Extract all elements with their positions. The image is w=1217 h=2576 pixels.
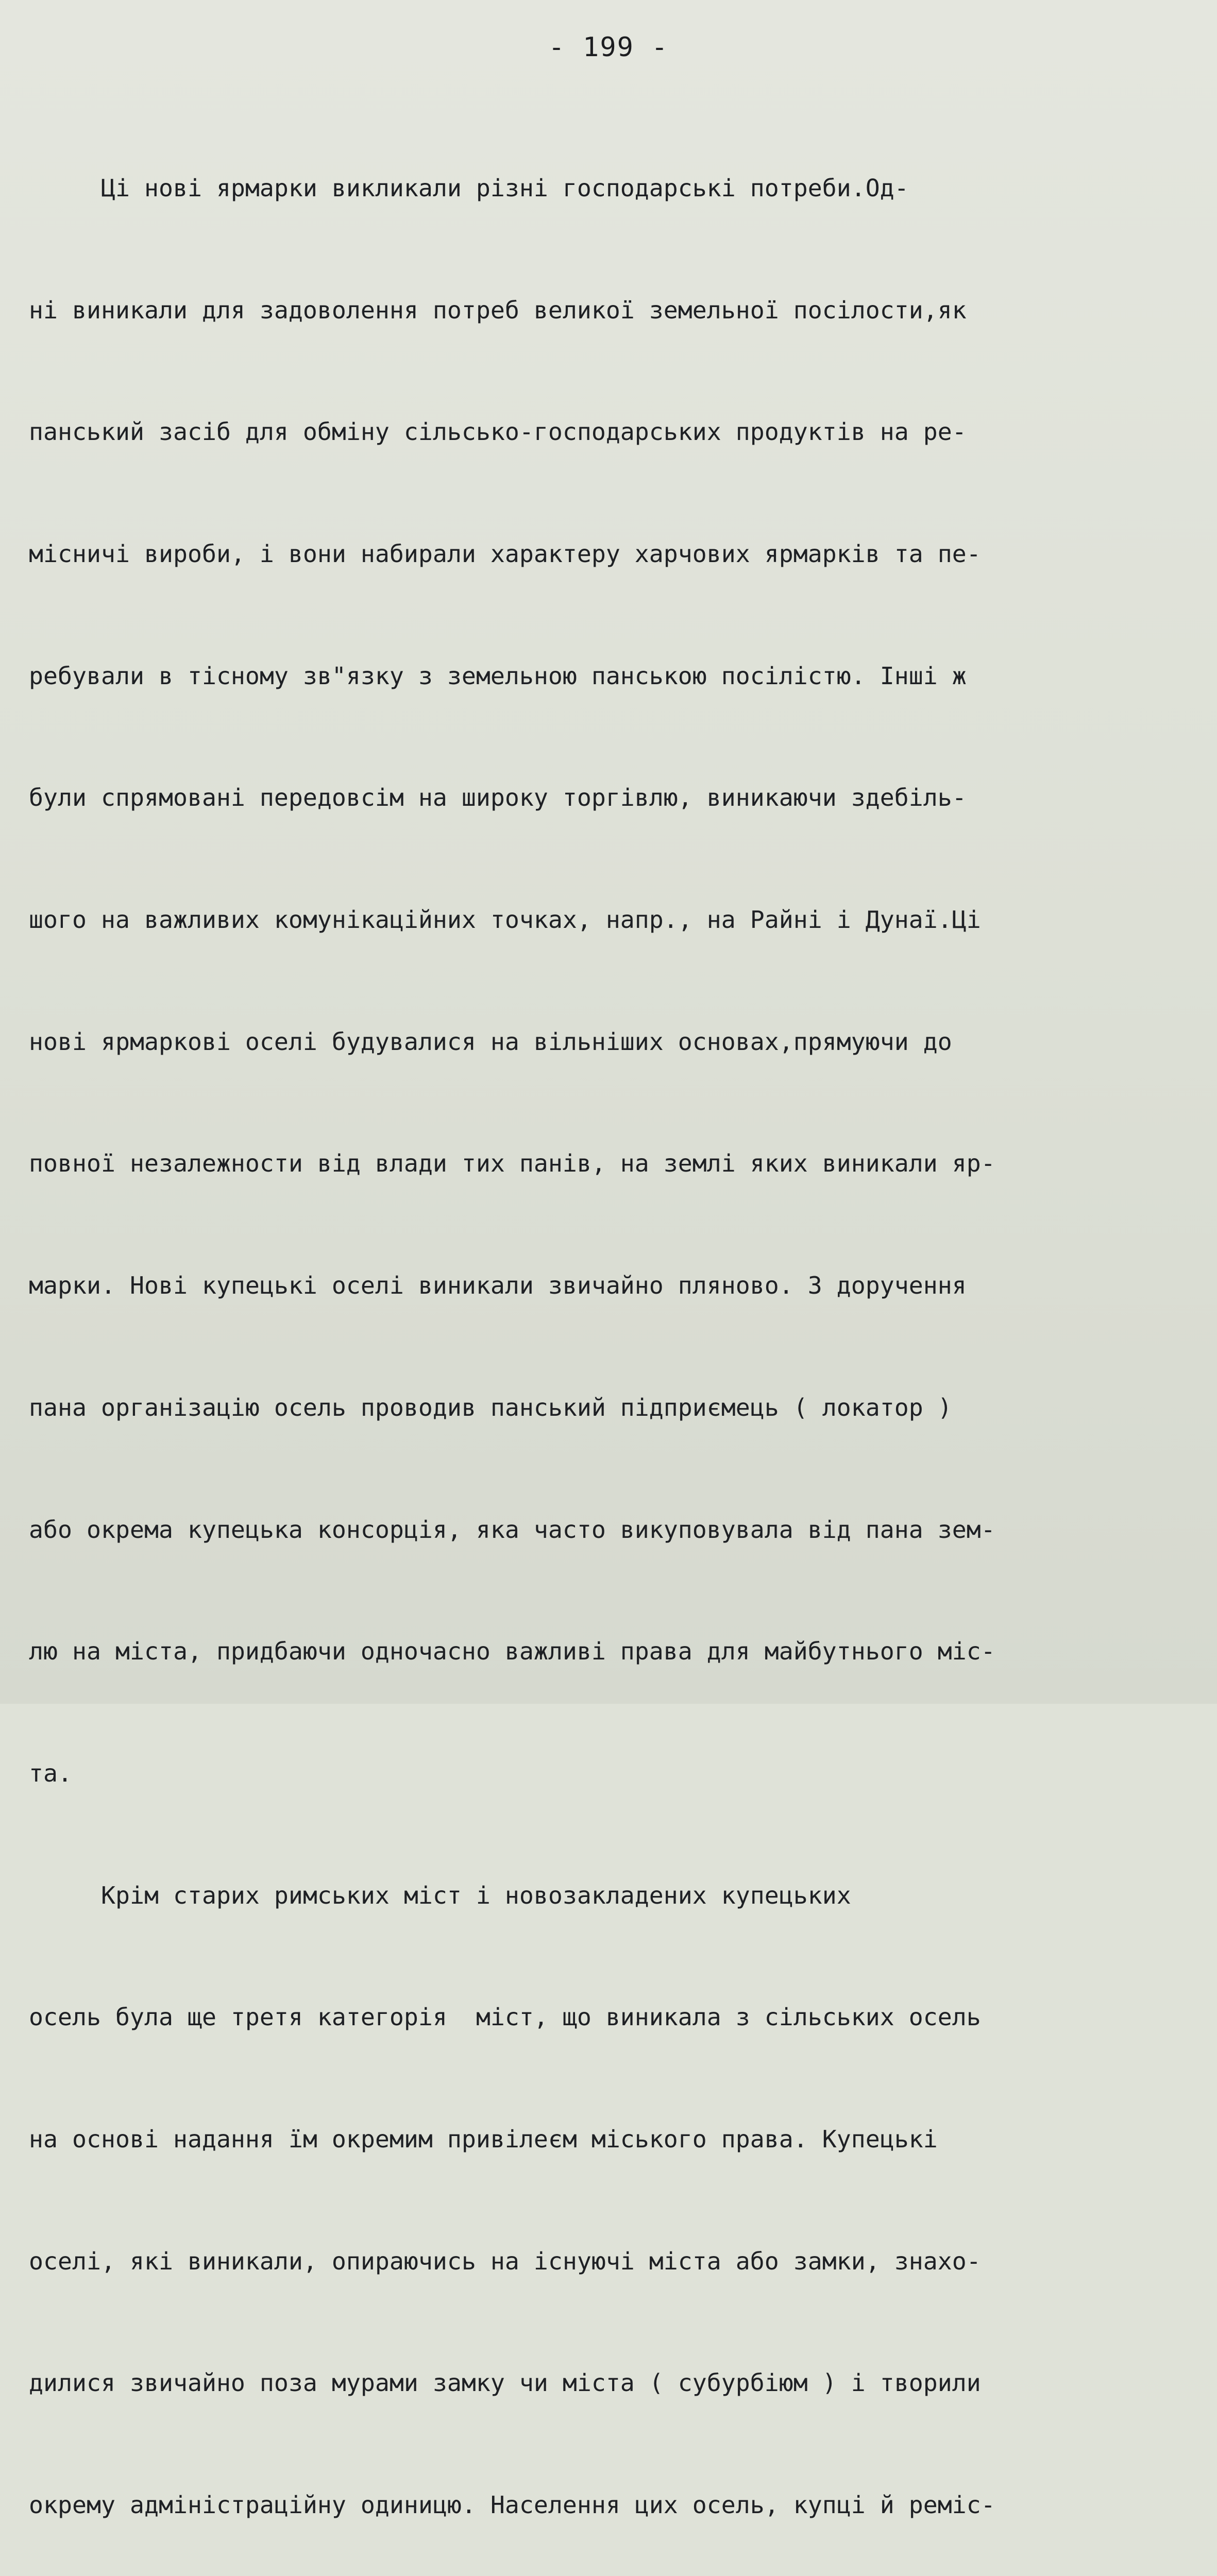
text-line: та. (29, 1759, 72, 1787)
text-line: дилися звичайно поза мурами замку чи міста ( субурбіюм ) і творили (29, 2369, 981, 2397)
text-line: шого на важливих комунікаційних точках, напр., на Райні і Дунаї.Ці (29, 906, 981, 934)
page-number: - 199 - (548, 32, 669, 63)
text-line: Крім старих римських міст і новозакладених купецьких (29, 1881, 851, 1909)
text-line: окрему адміністраційну одиницю. Населення цих осель, купці й реміс- (29, 2491, 995, 2519)
body-text (29, 87, 1193, 2576)
text-line: або окрема купецька консорція, яка часто викуповувала від пана зем- (29, 1515, 995, 1544)
text-line: ні виникали для задоволення потреб великої земельної посілости,як (29, 296, 967, 324)
text-line: оселі, які виникали, опираючись на існуючі міста або замки, знахо- (29, 2247, 981, 2275)
text-line: панський засіб для обміну сільсько-господарських продуктів на ре- (29, 418, 967, 446)
text-line: марки. Нові купецькі оселі виникали звичайно пляново. З доручення (29, 1272, 967, 1300)
text-line: осель була ще третя категорія міст, що виникала з сільських осель (29, 2003, 981, 2031)
text-line: Ці нові ярмарки викликали різні господарські потреби.Од- (29, 174, 909, 202)
text-line: ребували в тісному зв"язку з земельною панською посілістю. Інші ж (29, 662, 967, 690)
text-line: лю на міста, придбаючи одночасно важливі права для майбутнього міс- (29, 1637, 995, 1666)
text-line: пана організацію осель проводив панський підприємець ( локатор ) (29, 1393, 952, 1421)
text-line: на основі надання їм окремим привілеєм міського права. Купецькі (29, 2125, 938, 2154)
text-line: місничі вироби, і вони набирали характеру харчових ярмарків та пе- (29, 539, 981, 568)
text-line: були спрямовані передовсім на широку торгівлю, виникаючи здебіль- (29, 784, 967, 812)
text-line: повної незалежности від влади тих панів, на землі яких виникали яр- (29, 1149, 995, 1178)
text-line: нові ярмаркові оселі будувалися на вільніших основах,прямуючи до (29, 1027, 952, 1056)
